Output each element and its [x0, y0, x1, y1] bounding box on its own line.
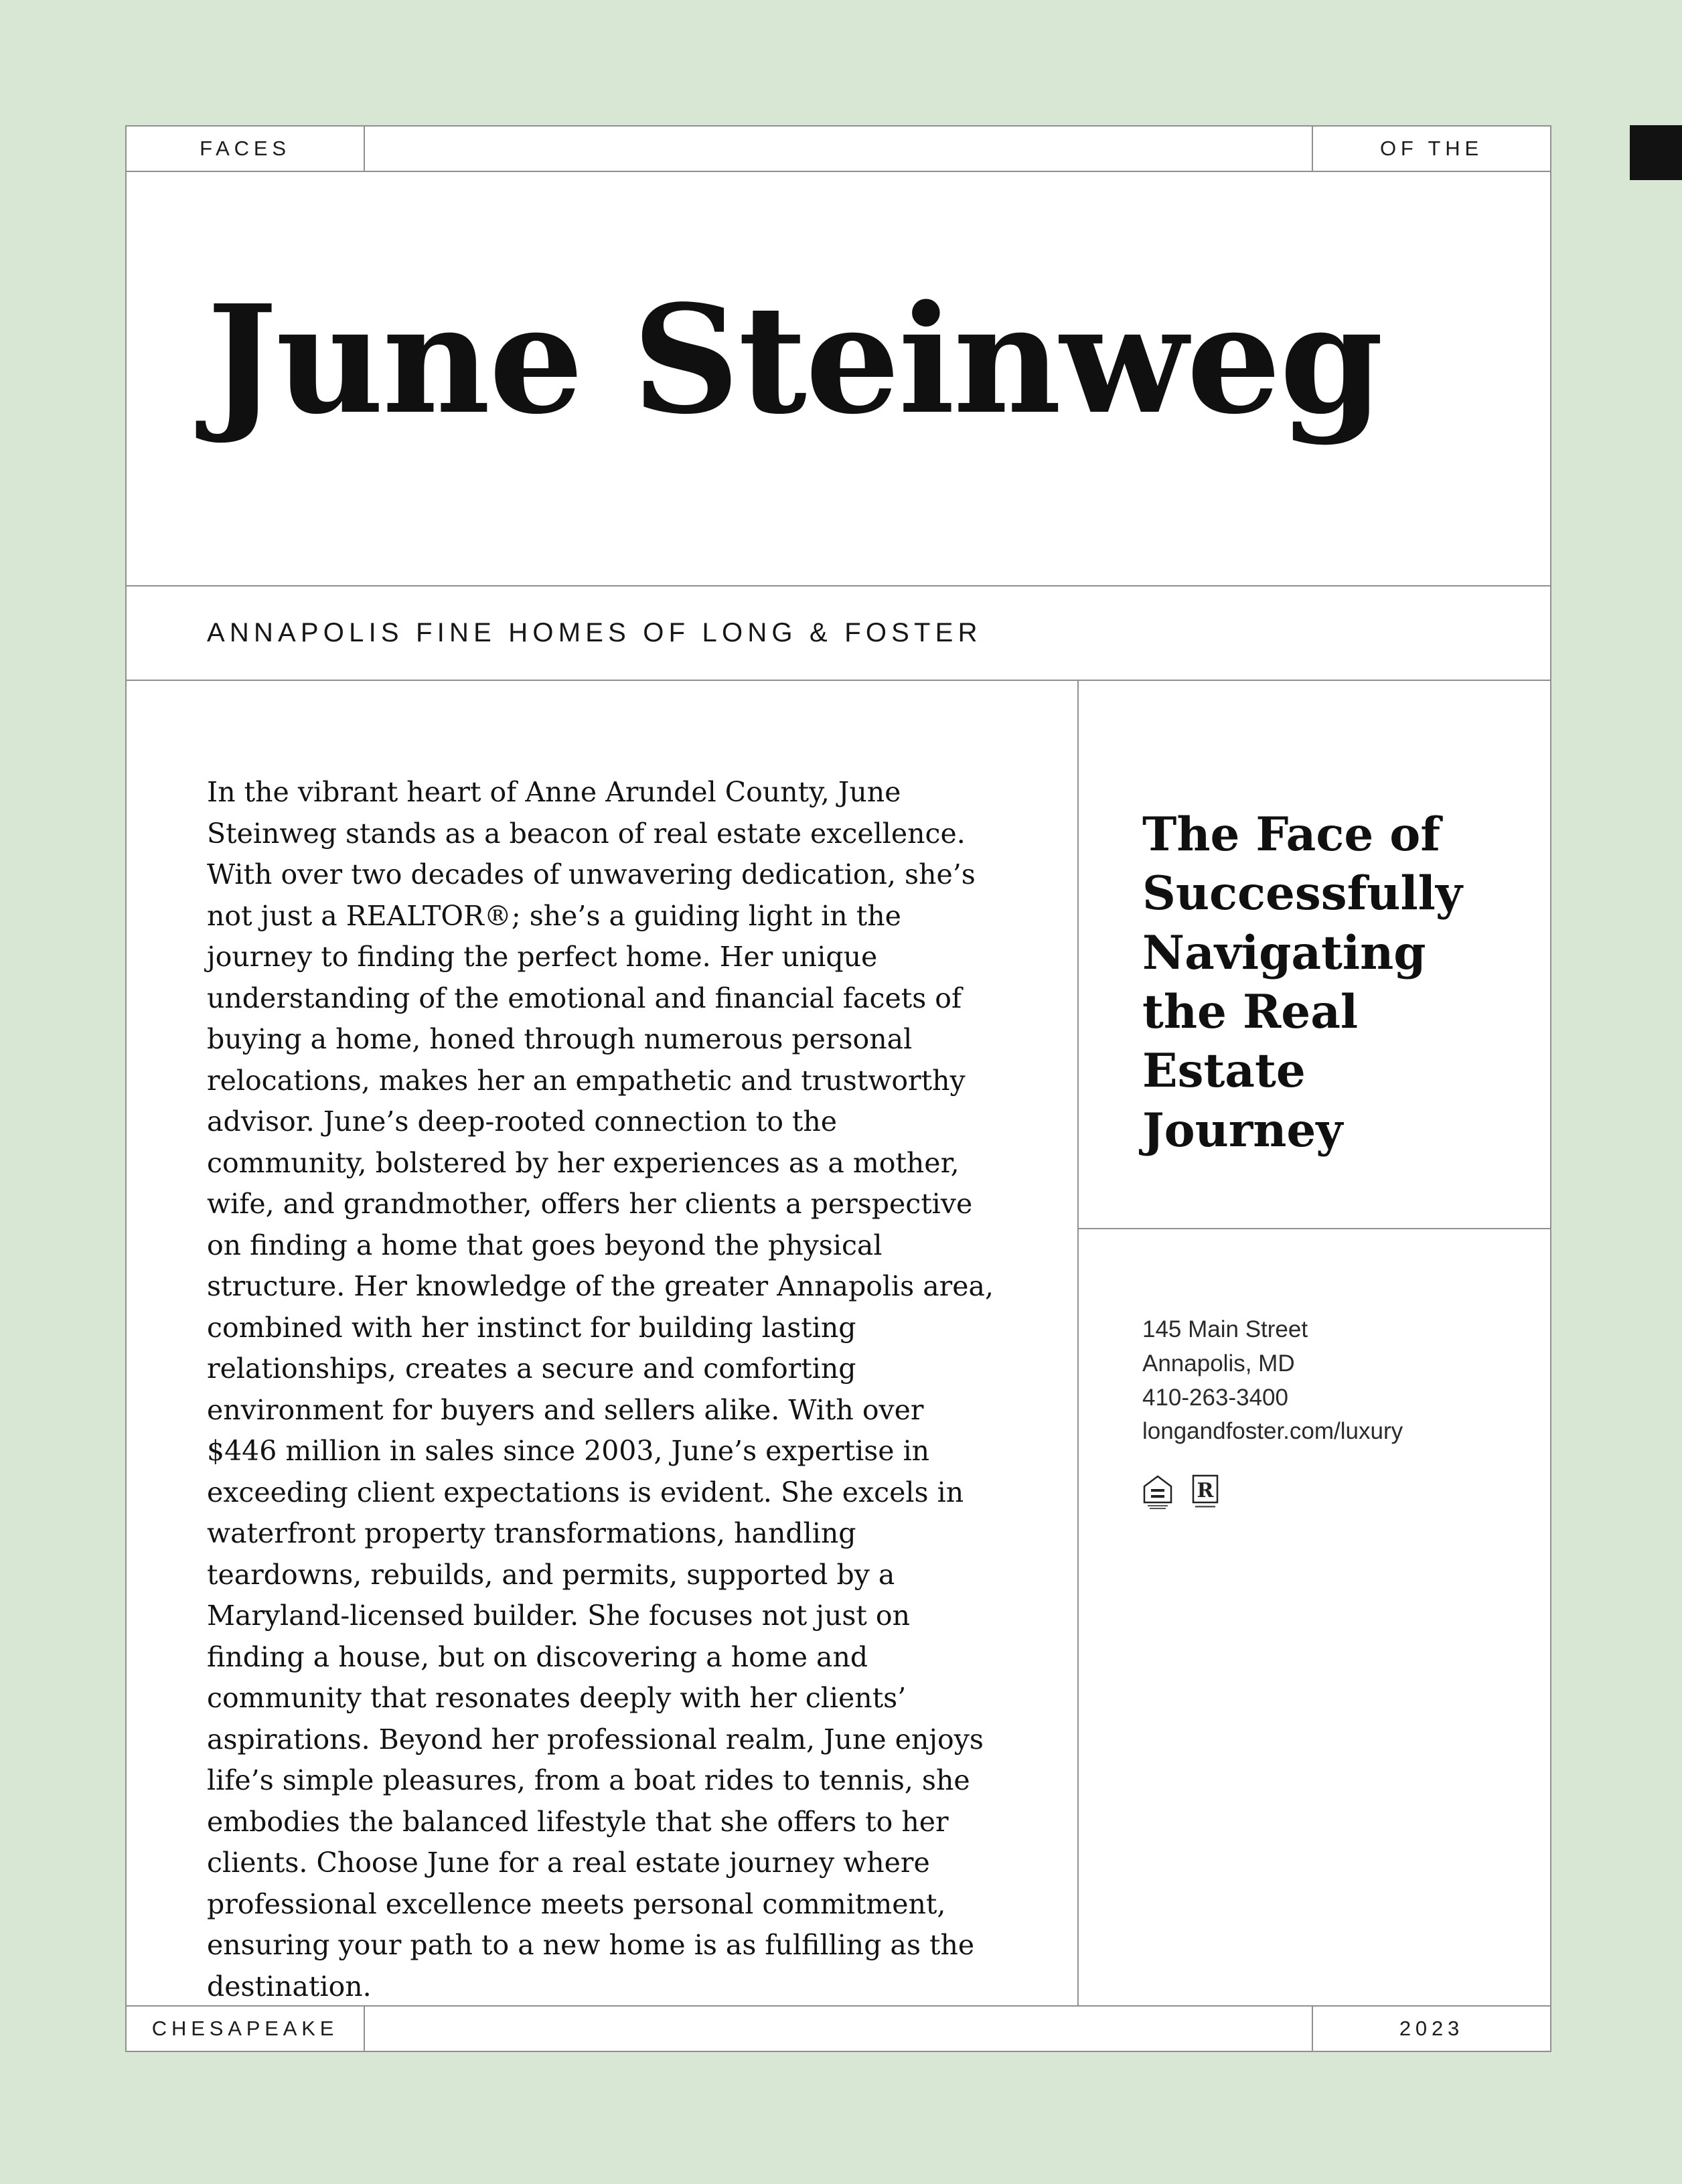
website-url: longandfoster.com/luxury: [1142, 1418, 1403, 1445]
sidebar-headline: The Face of Successfully Navigating the Real Estate Journey: [1142, 807, 1462, 1158]
title-section: [127, 172, 1550, 585]
realtor-logo-icon: [1192, 1474, 1219, 1509]
header-band: [127, 127, 1550, 172]
page-title: June Steinweg: [207, 273, 1382, 447]
footer-band: [127, 2005, 1550, 2051]
address-line-2: Annapolis, MD: [1142, 1350, 1295, 1377]
sidebar-headline-block: [1079, 681, 1550, 1229]
header-left-label: FACES: [127, 127, 365, 171]
logo-row: [1142, 1474, 1510, 1509]
contact-block: [1079, 1229, 1550, 1509]
sidebar-column: [1079, 681, 1550, 2005]
subtitle-row: [127, 585, 1550, 681]
article-column: [127, 681, 1079, 2005]
phone-number: 410-263-3400: [1142, 1384, 1288, 1411]
content-card: [125, 125, 1551, 2052]
equal-housing-logo-icon: [1142, 1474, 1173, 1509]
page-edge-tab: [1630, 125, 1682, 180]
main-content: [127, 681, 1550, 2005]
article-body: In the vibrant heart of Anne Arundel County, June Steinweg stands as a beacon of real estate excellence. With over two decades of unwavering dedication, she’s not just a REALTOR®; she’s a guiding light in the journey to finding the perfect home. Her unique understanding of the emotional and financial facets of buying a home, honed through numerous personal relocations, makes her an empathetic and trustworthy advisor. June’s deep-rooted connection to the community, bolstered by her experiences as a mother, wife, and grandmother, offers her clients a perspective on finding a home that goes beyond the physical structure. Her knowledge of the greater Annapolis area, combined with her instinct for building lasting relationships, creates a secure and comforting environment for buyers and sellers alike. With over $446 million in sales since 2003, June’s expertise in exceeding client expectations is evident. She excels in waterfront property transformations, handling teardowns, rebuilds, and permits, supported by a Maryland-licensed builder. She focuses not just on finding a house, but on discovering a home and community that resonates deeply with her clients’ aspirations. Beyond her professional realm, June enjoys life’s simple pleasures, from a boat rides to tennis, she embodies the balanced lifestyle that she offers to her clients. Choose June for a real estate journey where professional excellence meets personal commitment, ensuring your path to a new home is as fulfilling as the destination.: [207, 776, 994, 2003]
header-right-label: OF THE: [1312, 127, 1550, 171]
footer-right-label: 2023: [1312, 2007, 1550, 2051]
header-spacer: [365, 127, 1312, 171]
address-line-1: 145 Main Street: [1142, 1316, 1308, 1342]
footer-left-label: CHESAPEAKE: [127, 2007, 365, 2051]
footer-spacer: [365, 2007, 1312, 2051]
subtitle-label: ANNAPOLIS FINE HOMES OF LONG & FOSTER: [207, 618, 982, 647]
svg-text:R: R: [1197, 1479, 1214, 1502]
